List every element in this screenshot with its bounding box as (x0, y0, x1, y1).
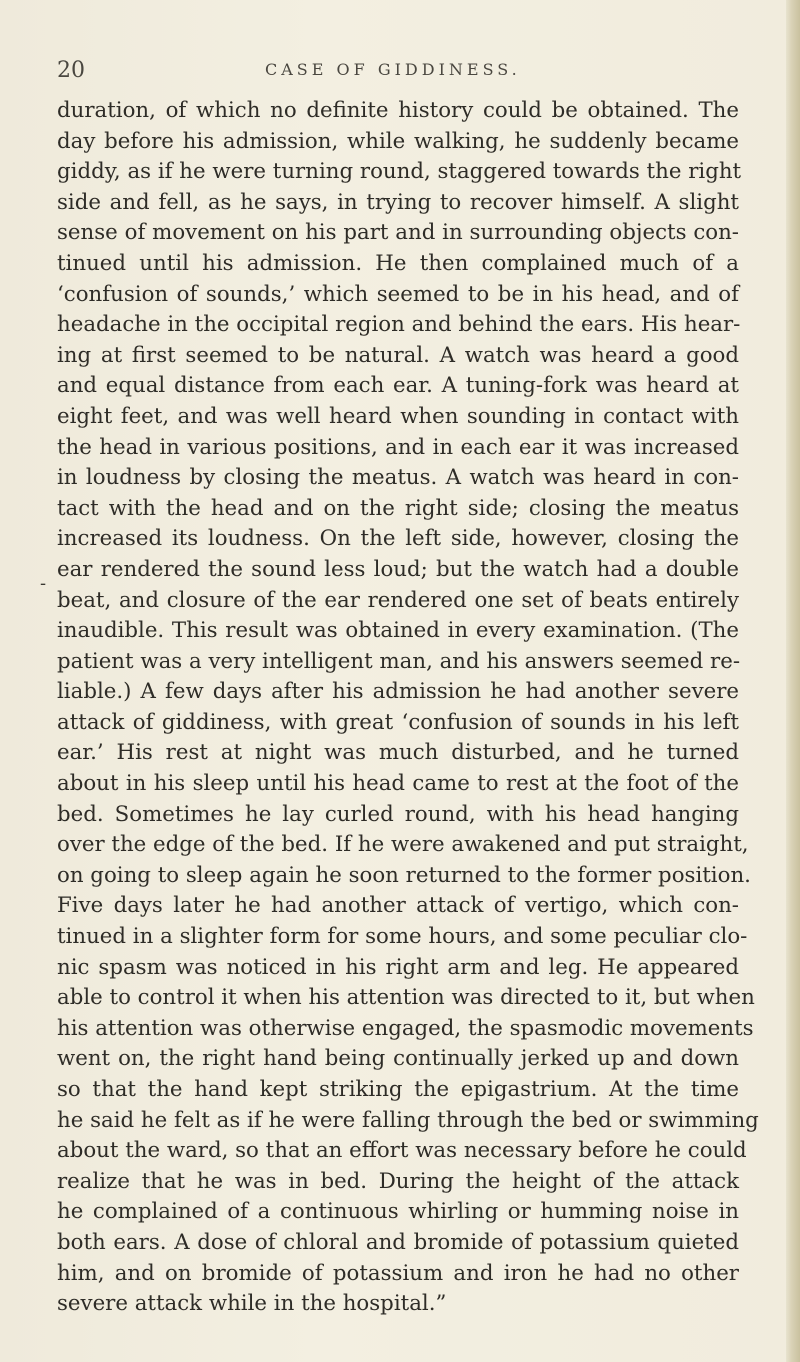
text-line: ear.’ His rest at night was much disturbed, and he turned (57, 740, 739, 766)
text-line: he complained of a continuous whirling or humming noise in (57, 1199, 739, 1225)
text-line: sense of movement on his part and in surrounding objects con- (57, 220, 739, 246)
text-line: his attention was otherwise engaged, the spasmodic movements (57, 1015, 754, 1041)
page-header (57, 58, 737, 88)
text-line: increased its loudness. On the left side, however, closing the (57, 526, 739, 552)
text-line: tinued in a slighter form for some hours, and some peculiar clo- (57, 924, 748, 950)
text-line: tact with the head and on the right side; closing the meatus (57, 495, 739, 521)
text-line: ‘confusion of sounds,’ which seemed to be in his head, and of (57, 281, 739, 307)
text-line: about the ward, so that an effort was necessary before he could (57, 1138, 747, 1164)
body-text (57, 96, 759, 1320)
text-line: he said he felt as if he were falling through the bed or swimming (57, 1107, 759, 1133)
text-line: both ears. A dose of chloral and bromide of potassium quieted (57, 1229, 739, 1255)
text-line: day before his admission, while walking, he suddenly became (57, 128, 739, 154)
text-line: patient was a very intelligent man, and his answers seemed re- (57, 648, 741, 674)
text-line: severe attack while in the hospital.” (57, 1291, 447, 1317)
text-line: ing at first seemed to be natural. A watch was heard a good (57, 342, 739, 368)
text-line: ear rendered the sound less loud; but the watch had a double (57, 556, 739, 582)
text-line: the head in various positions, and in each ear it was increased (57, 434, 739, 460)
text-line: over the edge of the bed. If he were awakened and put straight, (57, 832, 749, 858)
text-line: in loudness by closing the meatus. A watch was heard in con- (57, 465, 739, 491)
text-line: went on, the right hand being continually jerked up and down (57, 1046, 739, 1072)
text-line: able to control it when his attention was directed to it, but when (57, 985, 755, 1011)
text-line: on going to sleep again he soon returned to the former position. (57, 862, 751, 888)
text-line: side and fell, as he says, in trying to recover himself. A slight (57, 189, 739, 215)
text-line: eight feet, and was well heard when sounding in contact with (57, 403, 739, 429)
text-line: and equal distance from each ear. A tuning-fork was heard at (57, 373, 739, 399)
text-line: attack of giddiness, with great ‘confusion of sounds in his left (57, 709, 739, 735)
text-line: so that the hand kept striking the epigastrium. At the time (57, 1077, 739, 1102)
text-line: bed. Sometimes he lay curled round, with his head hanging (57, 801, 739, 827)
text-line: him, and on bromide of potassium and iron he had no other (57, 1260, 739, 1286)
page-edge (786, 0, 800, 1362)
text-line: headache in the occipital region and behind the ears. His hear- (57, 312, 741, 338)
text-line: giddy, as if he were turning round, staggered towards the right (57, 159, 742, 185)
text-line: realize that he was in bed. During the height of the attack (57, 1168, 739, 1194)
margin-mark: - (40, 573, 47, 594)
text-line: liable.) A few days after his admission he had another severe (57, 679, 739, 705)
text-line: beat, and closure of the ear rendered one set of beats entirely (57, 587, 739, 613)
text-line: Five days later he had another attack of vertigo, which con- (57, 893, 739, 919)
running-title: CASE OF GIDDINESS. (265, 60, 521, 79)
text-line: duration, of which no definite history could be obtained. The (57, 98, 739, 123)
page-number: 20 (57, 58, 85, 83)
text-line: inaudible. This result was obtained in every examination. (The (57, 618, 739, 644)
text-line: about in his sleep until his head came to rest at the foot of the (57, 771, 739, 797)
text-line: tinued until his admission. He then complained much of a (57, 250, 739, 276)
text-line: nic spasm was noticed in his right arm and leg. He appeared (57, 954, 739, 980)
